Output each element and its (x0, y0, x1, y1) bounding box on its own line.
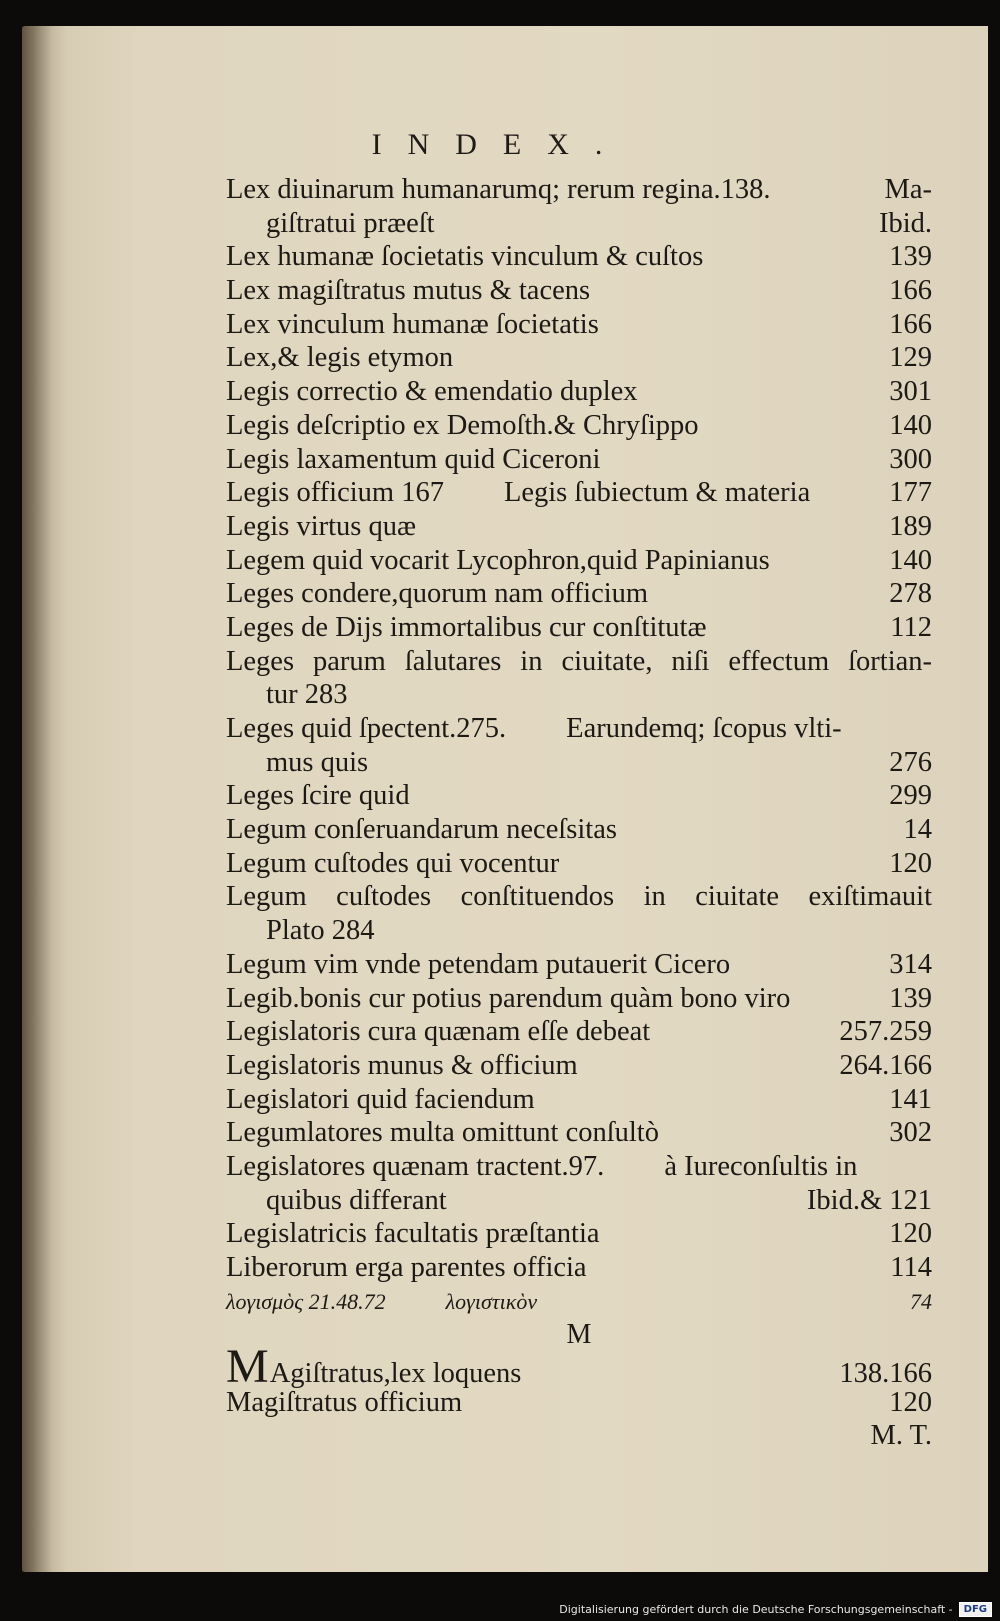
index-entry (226, 880, 932, 914)
entry-text: Lex,& legis etymon (226, 342, 454, 374)
entry-page: 276 (889, 746, 932, 778)
drop-capital: M (226, 1340, 269, 1394)
entry-text: Legis deſcriptio ex Demoſth.& Chryſippo (226, 409, 699, 441)
page-header: INDEX. (371, 128, 629, 161)
entry-text: Legislatores quænam tractent.97. (226, 1150, 605, 1182)
entry-page: 120 (889, 1218, 932, 1250)
index-entry (226, 409, 932, 443)
entry-page: 300 (889, 443, 932, 475)
index-entry (226, 1049, 932, 1083)
entry-text: Liberorum erga parentes officia (226, 1252, 587, 1283)
entry-text-body: Agiſtratus,lex loquens (269, 1358, 522, 1390)
entry-page: 278 (889, 578, 932, 610)
entry-page: 140 (889, 544, 932, 576)
entry-page: 139 (889, 982, 932, 1014)
entry-text: Leges de Dijs immortalibus cur conſtitutæ (226, 611, 707, 643)
entry-page: 299 (889, 780, 932, 812)
index-entry (226, 611, 932, 645)
entry-page: 166 (889, 308, 932, 340)
entry-text: Legis laxamentum quid Ciceroni (226, 443, 601, 475)
catchword (226, 1419, 932, 1453)
entry-text: Legislatori quid faciendum (226, 1083, 535, 1115)
entry-text: Legis virtus quæ (226, 510, 416, 542)
entry-page: Ma- (884, 174, 932, 205)
entry-text: quibus differant (266, 1184, 447, 1216)
index-entry (226, 476, 932, 510)
entry-page: 14 (903, 814, 932, 846)
index-entry (226, 813, 932, 847)
entry-page: 140 (889, 409, 932, 441)
index-entry (226, 1150, 932, 1184)
index-entry (226, 1251, 932, 1285)
entry-text-body: Magiſtratus officium (226, 1386, 463, 1418)
entry-page: 166 (889, 275, 932, 307)
entry-page: Ibid.& 121 (806, 1184, 932, 1216)
index-entry (226, 1116, 932, 1150)
index-entry (226, 712, 932, 746)
entry-text: Legumlatores multa omittunt conſultò (226, 1117, 659, 1149)
index-entry (226, 645, 932, 679)
entry-second-text: Earundemq; ſcopus vlti- (566, 713, 842, 744)
index-entry (226, 375, 932, 409)
entry-text: λογισμὸς 21.48.72 (226, 1288, 386, 1314)
catchword-text: M. T. (870, 1420, 932, 1452)
entry-page: 139 (889, 241, 932, 273)
index-entry (226, 1083, 932, 1117)
entry-text: Leges parum ſalutares in ciuitate, niſi effectum ſortian- (226, 645, 932, 677)
entry-page: 120 (889, 1386, 932, 1418)
index-entry (226, 1217, 932, 1251)
index-entry (226, 914, 932, 948)
index-entry (226, 207, 932, 241)
entry-page: 177 (889, 477, 932, 509)
entry-page: 120 (889, 847, 932, 879)
index-entry (226, 1386, 932, 1420)
entry-page: 264.166 (839, 1049, 932, 1081)
entry-text: Legis officium 167 (226, 477, 444, 509)
entry-text: giſtratui præeſt (266, 207, 435, 239)
entry-text (226, 1386, 889, 1420)
entry-text: Legum vim vnde petendam putauerit Cicero (226, 948, 731, 980)
index-entry (226, 274, 932, 308)
entry-list (226, 173, 932, 1318)
entry-page: 257.259 (839, 1016, 932, 1048)
entry-text: mus quis (266, 746, 369, 778)
digitization-footer (559, 1601, 992, 1617)
entry-text: Lex magiſtratus mutus & tacens (226, 275, 591, 307)
index-entry (226, 577, 932, 611)
index-entry (226, 341, 932, 375)
footer-text: Digitalisierung gefördert durch die Deutsche Forschungsgemeinschaft - (559, 1602, 953, 1616)
entry-page: Ibid. (878, 207, 932, 239)
index-entry (226, 1184, 932, 1218)
index-entry (226, 544, 932, 578)
entry-text: Leges quid ſpectent.275. (226, 713, 507, 744)
entry-page: 138.166 (839, 1358, 932, 1390)
entry-second-text: à Iureconſultis in (664, 1150, 858, 1182)
entry-text: Leges condere,quorum nam officium (226, 578, 649, 610)
index-entry (226, 510, 932, 544)
entry-text: Lex diuinarum humanarumq; rerum regina.138. (226, 174, 771, 205)
entry-page: 112 (890, 611, 932, 643)
entry-text: Legislatricis facultatis præſtantia (226, 1218, 600, 1250)
index-entry (226, 1015, 932, 1049)
index-entry (226, 678, 932, 712)
index-entry (226, 847, 932, 881)
entry-page: 74 (910, 1288, 932, 1314)
index-entry (226, 746, 932, 780)
entry-second-text: Legis ſubiectum & materia (503, 477, 811, 509)
m-entry-list (226, 1340, 932, 1419)
entry-text: Legis correctio & emendatio duplex (226, 376, 638, 408)
entry-text: Legem quid vocarit Lycophron,quid Papinianus (226, 544, 770, 576)
entry-text: Legum cuſtodes conſtituendos in ciuitate exiſtimauit (226, 881, 932, 913)
entry-page: 314 (889, 948, 932, 980)
entry-page: 301 (889, 376, 932, 408)
index-entry (226, 779, 932, 813)
index-entries (226, 173, 932, 1453)
dfg-logo-icon: DFG (959, 1602, 992, 1617)
index-entry (226, 443, 932, 477)
index-entry (226, 948, 932, 982)
entry-text: Legum cuſtodes qui vocentur (226, 847, 560, 879)
index-entry (226, 982, 932, 1016)
entry-second-text: λογιστικὸν (445, 1288, 538, 1314)
section-letter-text: M (566, 1319, 592, 1351)
entry-text: tur 283 (266, 679, 348, 711)
entry-text: Leges ſcire quid (226, 780, 410, 812)
index-entry (226, 173, 932, 207)
entry-page: 114 (890, 1252, 932, 1283)
entry-page: 141 (889, 1083, 932, 1115)
entry-text: Plato 284 (266, 915, 375, 947)
entry-page: 189 (889, 510, 932, 542)
index-entry (226, 1285, 932, 1319)
index-entry (226, 240, 932, 274)
section-letter (226, 1318, 932, 1352)
entry-text: Legislatoris cura quænam eſſe debeat (226, 1016, 651, 1048)
entry-text: Legislatoris munus & officium (226, 1049, 578, 1081)
entry-page: 129 (889, 342, 932, 374)
index-entry (226, 308, 932, 342)
index-entry (226, 1340, 932, 1394)
entry-page: 302 (889, 1117, 932, 1149)
entry-text: Lex humanæ ſocietatis vinculum & cuſtos (226, 241, 704, 273)
entry-text: Lex vinculum humanæ ſocietatis (226, 308, 599, 340)
entry-text: Legib.bonis cur potius parendum quàm bono viro (226, 982, 791, 1014)
entry-text: Legum conſeruandarum neceſsitas (226, 814, 617, 846)
